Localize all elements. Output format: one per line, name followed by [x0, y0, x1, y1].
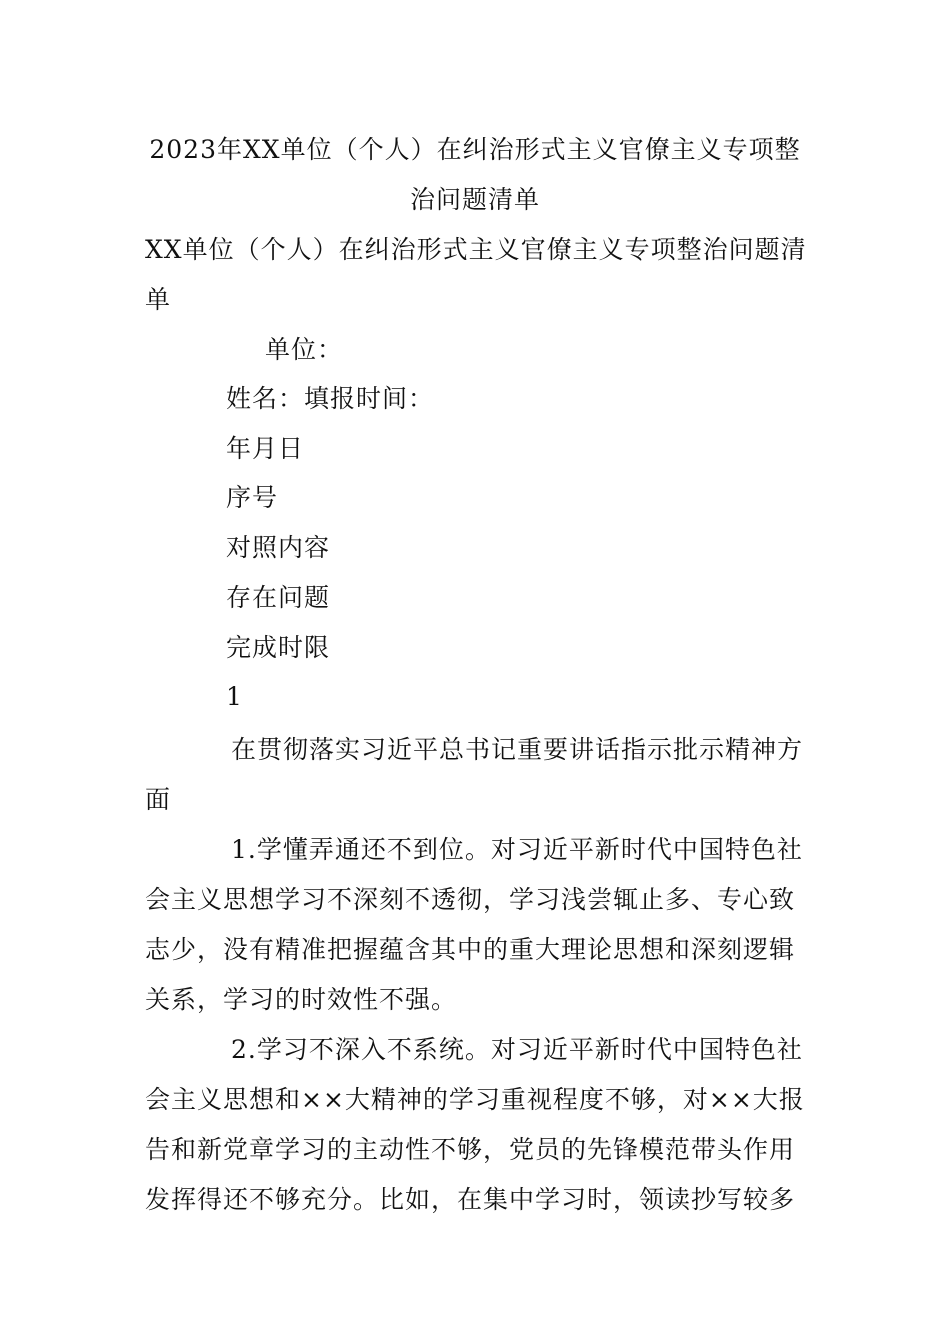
row-number: 1: [226, 682, 243, 711]
column-problem-label: 存在问题: [226, 583, 331, 612]
item-2-line-3: 告和新党章学习的主动性不够，党员的先锋模范带头作用: [145, 1135, 796, 1164]
column-deadline-label: 完成时限: [226, 633, 331, 662]
item-1-line-1: 1.学懂弄通还不到位。对习近平新时代中国特色社: [231, 835, 803, 864]
item-2-line-2: 会主义思想和××大精神的学习重视程度不够，对××大报: [145, 1085, 805, 1114]
item-2-line-4: 发挥得还不够充分。比如，在集中学习时，领读抄写较多: [145, 1185, 796, 1214]
document-subtitle-line-1: XX单位（个人）在纠治形式主义官僚主义专项整治问题清: [145, 235, 807, 264]
name-time-label: 姓名：填报时间：: [226, 384, 435, 413]
unit-label: 单位：: [265, 335, 344, 364]
item-1-line-4: 关系，学习的时效性不强。: [145, 985, 458, 1014]
item-1-line-3: 志少，没有精准把握蕴含其中的重大理论思想和深刻逻辑: [145, 935, 796, 964]
item-1-line-2: 会主义思想学习不深刻不透彻，学习浅尝辄止多、专心致: [145, 885, 796, 914]
document-title-line-2: 治问题清单: [409, 185, 540, 214]
date-label: 年月日: [226, 434, 305, 463]
item-2-line-1: 2.学习不深入不系统。对习近平新时代中国特色社: [231, 1035, 803, 1064]
column-index-label: 序号: [226, 483, 279, 512]
section-heading-line-2: 面: [145, 785, 172, 814]
section-heading-line-1: 在贯彻落实习近平总书记重要讲话指示批示精神方: [231, 735, 804, 764]
document-title-line-1: 2023年XX单位（个人）在纠治形式主义官僚主义专项整: [149, 135, 801, 164]
column-reference-label: 对照内容: [226, 533, 331, 562]
document-subtitle-line-2: 单: [145, 285, 172, 314]
